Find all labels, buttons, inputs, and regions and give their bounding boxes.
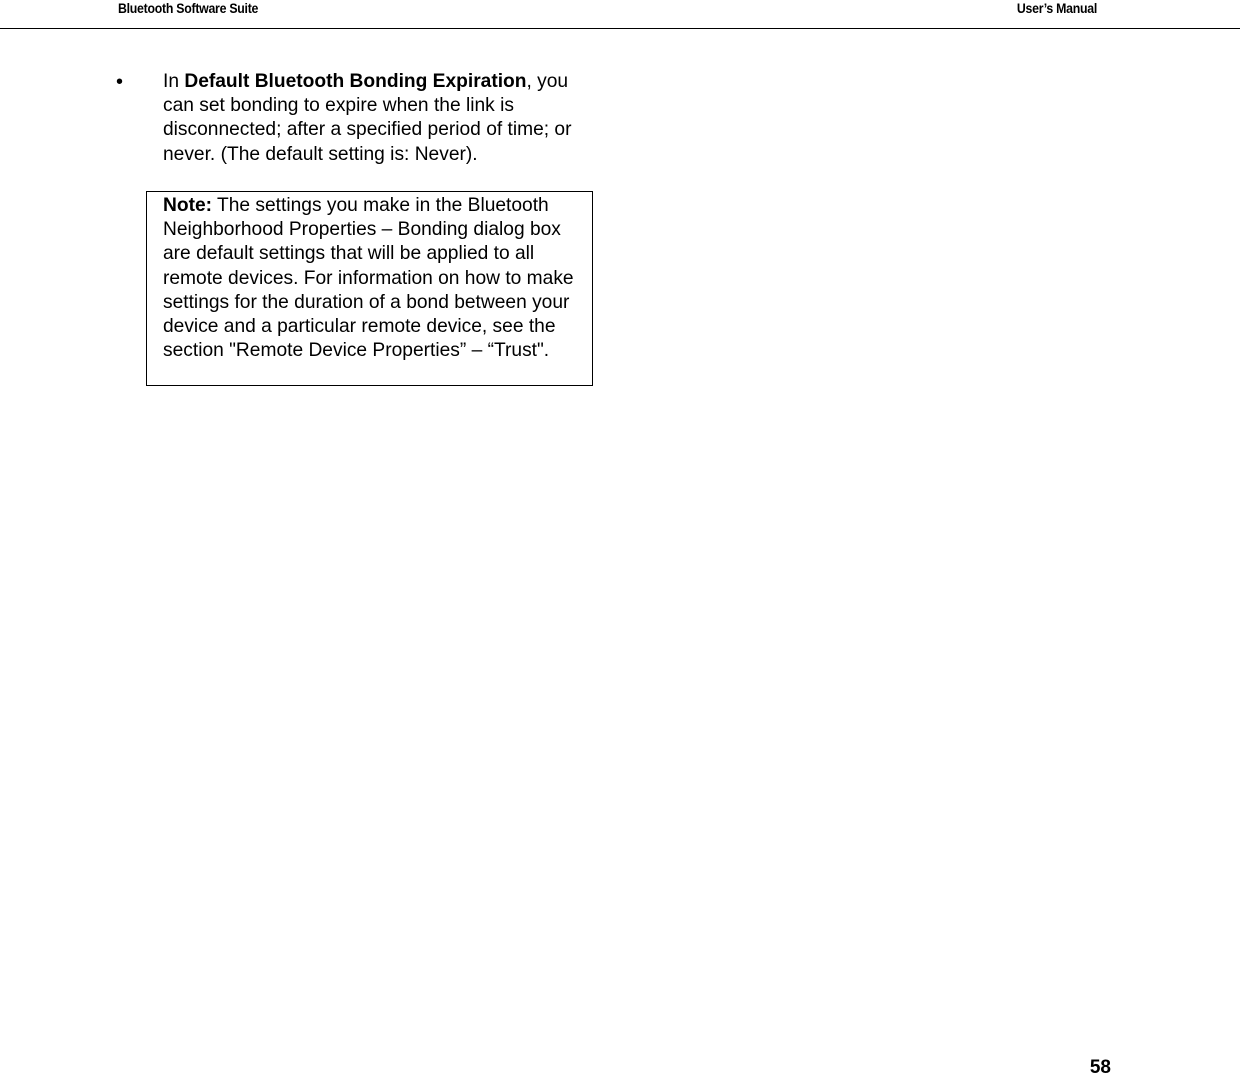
bullet-body: , you can set bonding to expire when the link is disconnected; after a specified period of time; or never. (The default setting is: Never).	[163, 71, 572, 165]
header-document-title: Bluetooth Software Suite	[118, 0, 259, 16]
note-label: Note:	[163, 195, 213, 216]
bullet-marker: •	[116, 71, 124, 93]
header-manual-label: User’s Manual	[1016, 0, 1097, 16]
header-divider	[0, 28, 1240, 29]
note-paragraph	[163, 194, 588, 363]
bonding-expiration-term: Default Bluetooth Bonding Expiration	[184, 71, 527, 92]
bonding-expiration-paragraph	[163, 70, 588, 167]
bullet-prefix: In	[163, 71, 185, 92]
note-body: The settings you make in the Bluetooth Neighborhood Properties – Bonding dialog box are default settings that will be applied to all remote devices. For information on how to make settings for the duration of a bond between your device and a particular remote device, see the section "Remote Device Properties” – “Trust".	[163, 195, 574, 362]
page-number: 58	[1089, 1057, 1111, 1078]
